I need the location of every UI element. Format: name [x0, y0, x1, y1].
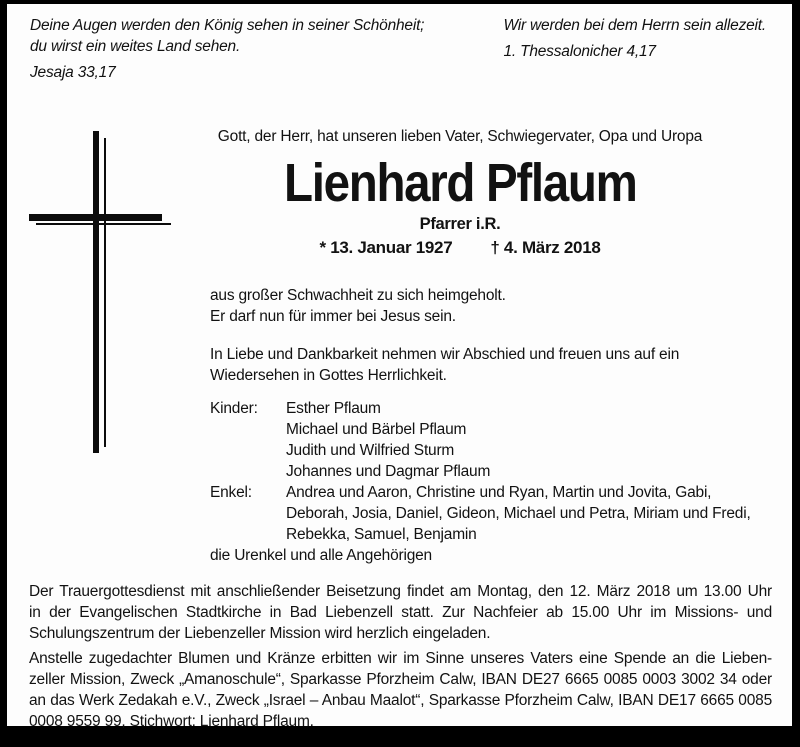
cross-horizontal-thick-bar	[29, 214, 162, 221]
scripture-quotes	[30, 15, 766, 83]
quote-left-source: Jesaja 33,17	[30, 64, 116, 81]
family-row	[210, 440, 710, 461]
family-label	[210, 524, 286, 545]
family-names: Andrea und Aaron, Christine und Ryan, Martin und Jovita, Gabi,	[286, 484, 712, 501]
cross-vertical-thick-bar	[93, 131, 99, 453]
family-names: Johannes und Dagmar Pflaum	[286, 463, 491, 480]
service-paragraph	[29, 581, 772, 644]
family-row	[210, 461, 710, 482]
donation-line: zeller Mission, Zweck „Amanoschule“, Sparkasse Pforzheim Calw, IBAN DE27 6665 0085 0003 3002 34 oder	[29, 671, 772, 688]
donation-paragraph	[29, 648, 772, 732]
announcement-paragraph-2: In Liebe und Dankbarkeit nehmen wir Abschied und freuen uns auf ein Wiedersehen in Gottes Herrlichkeit.	[210, 346, 680, 384]
family-row	[210, 398, 710, 419]
announcement-paragraph-1: aus großer Schwachheit zu sich heimgeholt. Er darf nun für immer bei Jesus sein.	[210, 287, 506, 325]
family-label	[210, 440, 286, 461]
family-row	[210, 482, 710, 503]
announcement-intro: Gott, der Herr, hat unseren lieben Vater, Schwiegervater, Opa und Uropa	[217, 128, 703, 145]
donation-line: an das Werk Zedakah e.V., Zweck „Israel – Anbau Maalot“, Sparkasse Pforzheim Calw, IBAN DE17 6665 0085	[29, 692, 772, 709]
quote-left-line: du wirst ein weites Land sehen.	[30, 38, 241, 55]
death-date: † 4. März 2018	[490, 238, 601, 257]
family-label	[210, 419, 286, 440]
quote-right-source: 1. Thessalonicher 4,17	[503, 43, 656, 60]
family-names: Michael und Bärbel Pflaum	[286, 421, 467, 438]
quote-right	[503, 15, 766, 83]
donation-line: 0008 9559 99, Stichwort: Lienhard Pflaum.	[29, 713, 314, 730]
family-list	[210, 398, 751, 566]
family-names: Esther Pflaum	[286, 400, 381, 417]
service-line: in der Evangelischen Stadtkirche in Bad Liebenzell statt. Zur Nachfeier ab 15.00 Uhr im Missions- und	[29, 604, 772, 621]
family-names: Deborah, Josia, Daniel, Gideon, Michael und Petra, Miriam und Fredi,	[286, 505, 751, 522]
donation-line: Anstelle zugedachter Blumen und Kränze erbitten wir im Sinne unseres Vaters eine Spende an die Lieben-	[29, 650, 772, 667]
family-names: Judith und Wilfried Sturm	[286, 442, 455, 459]
family-row	[210, 503, 751, 524]
deceased-name: Lienhard Pflaum	[283, 153, 637, 213]
family-label: Enkel:	[210, 484, 252, 501]
deceased-title: Pfarrer i.R.	[419, 215, 501, 233]
service-line: Der Trauergottesdienst mit anschließender Beisetzung findet am Montag, den 12. März 2018 um 13.00 Uhr	[29, 583, 772, 600]
cross-vertical-thin-bar	[104, 138, 106, 447]
quote-left	[30, 15, 424, 83]
family-row	[210, 524, 710, 545]
family-label	[210, 461, 286, 482]
family-row	[210, 419, 710, 440]
family-closing: die Urenkel und alle Angehörigen	[210, 547, 432, 564]
life-dates	[210, 238, 710, 258]
quote-right-line: Wir werden bei dem Herrn sein allezeit.	[503, 17, 766, 34]
quote-left-line: Deine Augen werden den König sehen in seiner Schönheit;	[30, 17, 425, 34]
cross-horizontal-thin-bar	[36, 223, 171, 225]
obituary-page	[7, 4, 792, 730]
service-line: Schulungszentrum der Liebenzeller Mission wird herzlich eingeladen.	[29, 625, 491, 642]
birth-date: * 13. Januar 1927	[319, 238, 453, 257]
family-label	[210, 503, 286, 524]
family-names: Rebekka, Samuel, Benjamin	[286, 526, 477, 543]
family-label: Kinder:	[210, 400, 258, 417]
